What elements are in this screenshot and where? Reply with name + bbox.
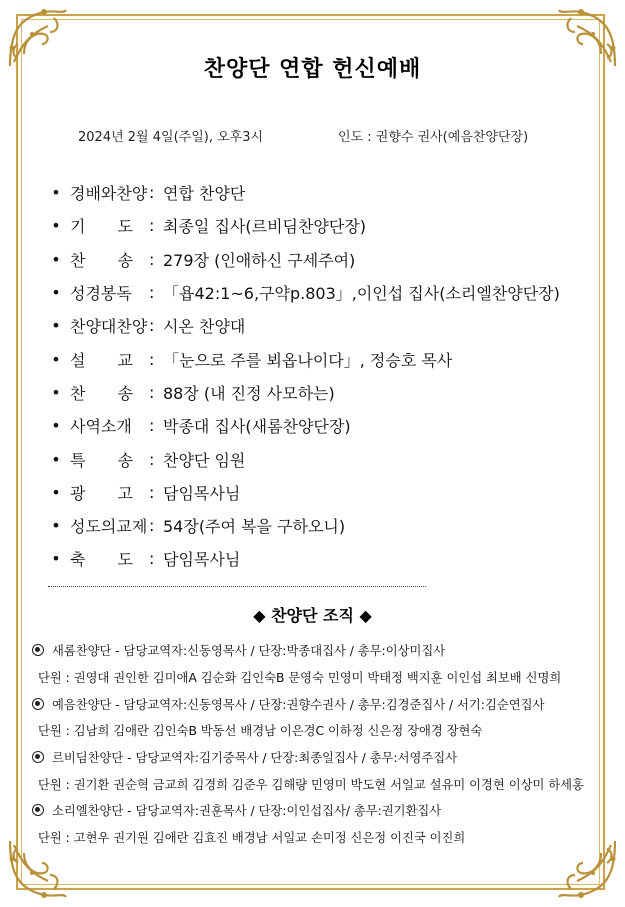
program-label: 설 교 xyxy=(70,350,133,370)
team-members: 단원 : 고현우 권기원 김애란 김효진 배경남 서일교 손미정 신은정 이진국 이진희 xyxy=(38,831,466,846)
program-value: 찬양단 임원 xyxy=(163,450,246,470)
separator: : xyxy=(149,516,155,536)
team-info: 르비딤찬양단 - 담당교역자:김기중목사 / 단장:최종일집사 / 총무:서영주집사 xyxy=(52,751,457,766)
bullet-icon: • xyxy=(51,516,61,536)
program-item xyxy=(42,209,602,242)
bullet-icon: • xyxy=(51,449,61,469)
team-header xyxy=(32,797,602,824)
program-value: 최종일 집사(르비딤찬양단장) xyxy=(163,217,367,237)
bullet-icon: • xyxy=(51,382,61,402)
separator: : xyxy=(149,283,155,303)
program-label: 기 도 xyxy=(70,217,133,237)
program-value: 담임목사님 xyxy=(163,483,241,503)
program-item xyxy=(42,342,602,375)
program-label: 사역소개 xyxy=(70,417,132,437)
program-value: 박종대 집사(새롬찬양단장) xyxy=(163,417,351,437)
program-label: 성도의교제 xyxy=(70,517,148,537)
separator: : xyxy=(149,349,155,369)
bullet-icon: • xyxy=(51,183,61,203)
team-members: 단원 : 권영대 권인한 김미애A 김순화 김인숙B 문영숙 민영미 박태정 백지훈 이인섭 최보배 신명희 xyxy=(38,671,562,686)
program-label: 광 고 xyxy=(70,483,133,503)
separator: : xyxy=(149,249,155,269)
separator: : xyxy=(149,183,155,203)
program-item xyxy=(42,276,602,309)
program-item xyxy=(42,409,602,442)
separator: : xyxy=(149,549,155,569)
program-label: 경배와찬양 xyxy=(70,184,148,204)
bullet-icon: • xyxy=(51,283,61,303)
bullet-icon: • xyxy=(51,349,61,369)
program-label: 찬 송 xyxy=(70,383,133,403)
bullet-icon: • xyxy=(51,549,61,569)
separator: : xyxy=(149,216,155,236)
program-value: 「욥42:1~6,구약p.803」,이인섭 집사(소리엘찬양단장) xyxy=(163,284,560,304)
team-info: 예음찬양단 - 담당교역자:신동영목사 / 단장:권향수권사 / 총무:김경준집사 / 서기:김순연집사 xyxy=(52,697,545,712)
separator: : xyxy=(149,482,155,502)
program-value: 담임목사님 xyxy=(163,550,241,570)
separator: : xyxy=(149,316,155,336)
bullet-icon: • xyxy=(51,249,61,269)
radio-bullet-icon xyxy=(32,698,44,710)
separator: : xyxy=(149,382,155,402)
program-label: 축 도 xyxy=(70,550,133,570)
program-item xyxy=(42,476,602,509)
separator: : xyxy=(149,416,155,436)
page-title: 찬양단 연합 헌신예배 xyxy=(203,57,422,82)
program-value: 시온 찬양대 xyxy=(163,317,246,337)
program-item xyxy=(42,243,602,276)
radio-bullet-icon xyxy=(32,644,44,656)
program-item xyxy=(42,509,602,542)
program-item xyxy=(42,442,602,475)
program-item xyxy=(42,542,602,575)
service-leader: 인도 : 권향수 권사(예음찬양단장) xyxy=(338,130,529,145)
team-info: 소리엘찬양단 - 담당교역자:권훈목사 / 단장:이인섭집사/ 총무:권기환집사 xyxy=(52,804,442,819)
team-header xyxy=(32,744,602,771)
program-item xyxy=(42,376,602,409)
program-label: 성경봉독 xyxy=(70,284,132,304)
program-item xyxy=(42,176,602,209)
bullet-icon: • xyxy=(51,216,61,236)
radio-bullet-icon xyxy=(32,751,44,763)
radio-bullet-icon xyxy=(32,804,44,816)
section-title: ◆ 찬양단 조직 ◆ xyxy=(253,606,372,625)
program-value: 54장(주여 복을 구하오니) xyxy=(163,517,346,537)
program-value: 연합 찬양단 xyxy=(163,184,246,204)
dotted-divider xyxy=(48,586,426,587)
bullet-icon: • xyxy=(51,482,61,502)
team-header xyxy=(32,690,602,717)
bullet-icon: • xyxy=(51,416,61,436)
program-label: 찬 송 xyxy=(70,250,133,270)
team-header xyxy=(32,637,602,664)
team-info: 새롬찬양단 - 담당교역자:신동영목사 / 단장:박종대집사 / 총무:이상미집사 xyxy=(52,644,446,659)
program-value: 「눈으로 주를 뵈옵나이다」, 정승호 목사 xyxy=(163,350,453,370)
team-members: 단원 : 권기환 권순혁 금교희 김경희 김준우 김해량 민영미 박도현 서일교 설유미 이경현 이상미 하세홍 xyxy=(38,777,584,792)
program-list xyxy=(42,176,602,576)
program-item xyxy=(42,309,602,342)
program-value: 88장 (내 진정 사모하는) xyxy=(163,383,335,403)
separator: : xyxy=(149,449,155,469)
team-members: 단원 : 김남희 김애란 김인숙B 박동선 배경남 이은경C 이하정 신은정 장애경 장현숙 xyxy=(38,724,483,739)
program-value: 279장 (인애하신 구세주여) xyxy=(163,250,356,270)
service-date: 2024년 2월 4일(주일), 오후3시 xyxy=(78,130,264,145)
choir-organization xyxy=(32,637,602,851)
program-label: 찬양대찬양 xyxy=(70,317,148,337)
bullet-icon: • xyxy=(51,316,61,336)
program-label: 특 송 xyxy=(70,450,133,470)
